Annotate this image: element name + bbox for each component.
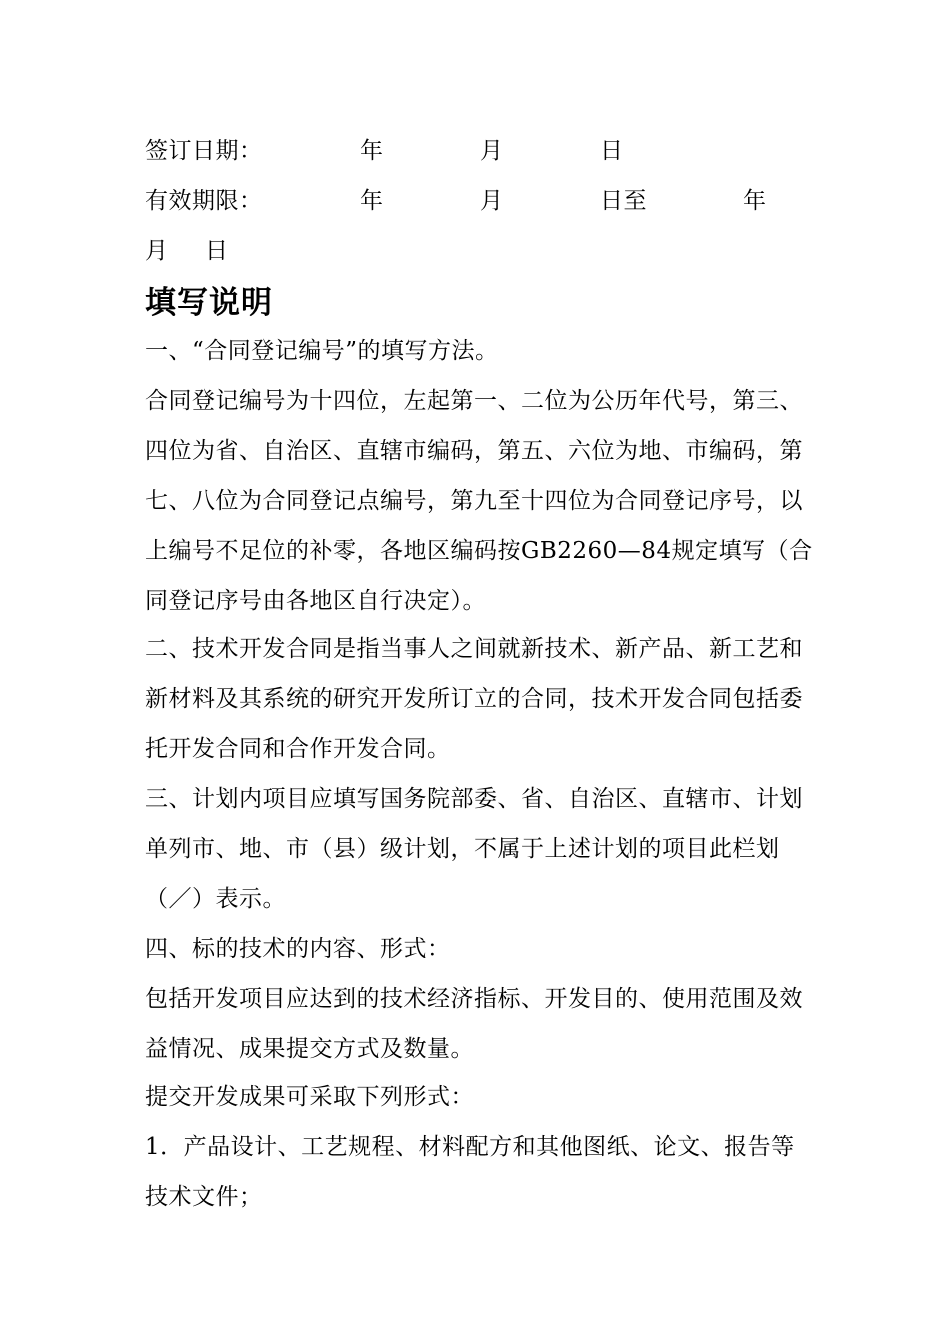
validity-end-month-field: 月 [145, 238, 169, 264]
body-line: 新材料及其系统的研究开发所订立的合同，技术开发合同包括委 [145, 686, 803, 712]
body-line: 包括开发项目应达到的技术经济指标、开发目的、使用范围及效 [145, 986, 803, 1012]
body-line: 益情况、成果提交方式及数量。 [145, 1036, 474, 1062]
validity-start-day-field: 日至 [600, 188, 647, 214]
body-line: 二、技术开发合同是指当事人之间就新技术、新产品、新工艺和 [145, 636, 803, 662]
signing-date-label: 签订日期： [145, 138, 263, 164]
validity-period-label: 有效期限： [145, 188, 263, 214]
body-line: 四、标的技术的内容、形式： [145, 936, 451, 962]
body-line: 一、“合同登记编号”的填写方法。 [145, 338, 499, 364]
validity-end-day-field: 日 [205, 238, 229, 264]
body-line: 提交开发成果可采取下列形式： [145, 1084, 474, 1110]
body-line: 七、八位为合同登记点编号，第九至十四位为合同登记序号，以 [145, 488, 803, 514]
signing-year-field: 年 [360, 138, 384, 164]
body-line: 上编号不足位的补零，各地区编码按GB2260—84规定填写（合 [145, 538, 813, 564]
validity-start-year-field: 年 [360, 188, 384, 214]
body-line: 托开发合同和合作开发合同。 [145, 736, 451, 762]
signing-day-field: 日 [600, 138, 624, 164]
body-line: 合同登记编号为十四位，左起第一、二位为公历年代号，第三、 [145, 388, 803, 414]
body-line: 三、计划内项目应填写国务院部委、省、自治区、直辖市、计划 [145, 786, 803, 812]
signing-month-field: 月 [480, 138, 504, 164]
section-title: 填写说明 [145, 285, 273, 321]
body-line: 四位为省、自治区、直辖市编码，第五、六位为地、市编码，第 [145, 438, 803, 464]
validity-start-month-field: 月 [480, 188, 504, 214]
validity-end-year-field: 年 [743, 188, 767, 214]
body-line: 技术文件； [145, 1184, 263, 1210]
body-line: 单列市、地、市（县）级计划，不属于上述计划的项目此栏划 [145, 836, 780, 862]
body-line: 同登记序号由各地区自行决定）。 [145, 588, 486, 614]
body-line: 1．产品设计、工艺规程、材料配方和其他图纸、论文、报告等 [145, 1134, 795, 1160]
body-line: （／）表示。 [145, 886, 286, 912]
